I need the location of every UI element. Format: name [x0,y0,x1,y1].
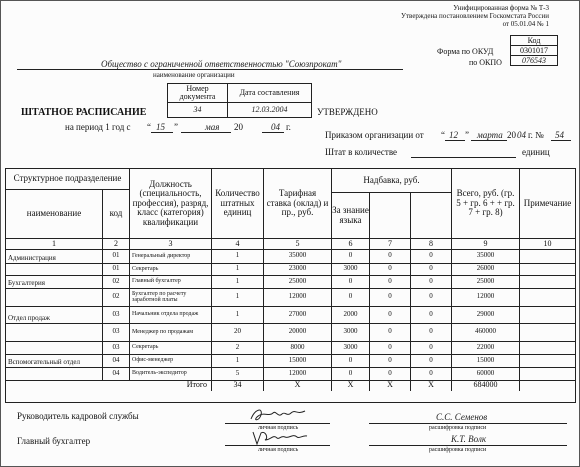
period-suffix: г. [286,122,291,132]
period-month-underline [181,132,231,133]
cell-total: 460000 [452,323,520,341]
cell-b3: 0 [411,354,452,367]
table-row [6,249,575,264]
cell-dept [6,263,103,275]
cell-units: 2 [212,341,264,354]
cell-b3: 0 [411,341,452,354]
totals-units: 34 [212,380,264,391]
cell-code: 03 [103,323,130,341]
cell-dept [6,288,103,306]
period-day: 15 [156,122,165,132]
cell-units: 1 [212,263,264,275]
header-total: Всего, руб. (гр. 5 + гр. 6 + + гр. 7 + гр. 8) [452,169,520,238]
column-number: 10 [543,238,552,248]
staff-units: единиц [522,147,550,157]
staff-label: Штат в количестве [325,147,398,157]
cell-note [520,249,575,263]
codes-table [510,35,558,66]
totals-b1: Х [332,380,370,391]
table-row [6,354,575,368]
cell-b1: 2000 [332,306,370,323]
doc-date-header: Дата составления [228,84,311,103]
organization-caption: наименование организации [153,71,235,79]
hr-decode-caption: расшифровка подписи [429,425,487,431]
table-row [6,275,575,289]
doc-number-header: Номер документа [168,84,228,103]
cell-dept: Бухгалтерия [6,275,103,288]
okpo-value: 076543 [511,56,558,66]
cell-b3: 0 [411,249,452,263]
cell-units: 1 [212,249,264,263]
cell-code: 04 [103,367,130,380]
period-month: мая [205,122,220,132]
order-month: марта [477,130,503,140]
cell-b1: 0 [332,249,370,263]
cell-note [520,323,575,341]
header-units: Количество штатных единиц [212,169,264,238]
column-number: 8 [411,239,452,249]
column-number: 4 [212,239,264,249]
cell-b2: 0 [370,354,411,367]
cell-position: Начальник отдела продаж [130,306,212,323]
doc-date: 12.03.2004 [251,104,288,114]
order-prefix: Приказом организации от [325,130,424,140]
cell-rate: 25000 [264,275,332,288]
table-body [6,249,575,402]
cell-b1: 0 [332,354,370,367]
cell-rate: 12000 [264,367,332,380]
cell-note [520,288,575,306]
cell-dept [6,367,103,380]
cell-code: 03 [103,306,130,323]
accountant-sign-caption: личная подпись [258,447,299,453]
column-number: 3 [130,239,212,249]
cell-position: Бухгалтер по расчету заработной платы [130,288,212,306]
okud-label: Форма по ОКУД [437,47,494,56]
cell-position: Генеральный директор [130,249,212,263]
cell-total: 12000 [452,288,520,306]
cell-b1: 3000 [332,341,370,354]
table-row [6,341,575,355]
codes-header: Код [511,36,558,46]
period-prefix: на период 1 год с [65,122,131,132]
cell-rate: 23000 [264,263,332,275]
order-quote-close: ” [465,130,469,140]
cell-total: 15000 [452,354,520,367]
cell-rate: 8000 [264,341,332,354]
order-year-prefix: 20 [507,130,516,140]
cell-total: 22000 [452,341,520,354]
cell-total: 35000 [452,249,520,263]
cell-total: 26000 [452,263,520,275]
column-number: 5 [264,239,332,249]
cell-code: 02 [103,288,130,306]
cell-dept [6,323,103,341]
hr-label: Руководитель кадровой службы [17,411,139,421]
cell-position: Секретарь [130,341,212,354]
cell-b1: 3000 [332,323,370,341]
header-rate: Тарифная ставка (оклад) и пр., руб. [264,169,332,238]
doc-number-date-box [167,83,312,118]
cell-units: 1 [212,288,264,306]
cell-b3: 0 [411,288,452,306]
period-year: 04 [271,122,280,132]
column-number: 6 [332,239,370,249]
cell-position: Водитель-экспедитор [130,367,212,380]
header-bonus-2 [370,193,411,238]
cell-code: 02 [103,275,130,288]
order-year-suffix: г. № [528,130,544,140]
totals-label: Итого [130,380,212,391]
table-row [6,306,575,324]
form-meta-line3: от 05.01.04 № 1 [502,20,549,28]
cell-b2: 0 [370,341,411,354]
cell-note [520,354,575,367]
doc-number: 34 [168,103,228,117]
totals-b2: Х [370,380,411,391]
header-position: Должность (специальность, профессия), разряд, класс (категория) квалификации [130,169,212,238]
column-number: 7 [370,239,411,249]
cell-total: 60000 [452,367,520,380]
organization-name: Общество с ограниченной ответственностью "Союзпрокат" [101,59,342,69]
cell-b3: 0 [411,323,452,341]
cell-b1: 0 [332,275,370,288]
column-number: 9 [452,239,520,249]
cell-note [520,306,575,323]
cell-position: Менеджер по продажам [130,323,212,341]
totals-total: 684000 [452,380,520,391]
hr-sign-caption: личная подпись [258,425,299,431]
document-title: ШТАТНОЕ РАСПИСАНИЕ [21,107,147,118]
staff-count-underline [411,157,516,158]
header-bonus-language: За знание языка [332,193,370,238]
hr-name: С.С. Семенов [436,412,488,422]
cell-units: 1 [212,354,264,367]
cell-position: Офис-менеджер [130,354,212,367]
order-year: 04 [517,130,526,140]
header-structural: Структурное подразделение [6,169,130,190]
cell-units: 1 [212,275,264,288]
form-meta [401,4,549,28]
organization-underline [17,69,403,70]
cell-b2: 0 [370,367,411,380]
cell-b2: 0 [370,263,411,275]
okpo-label: по ОКПО [469,58,502,67]
cell-code: 03 [103,341,130,354]
cell-b2: 0 [370,288,411,306]
period-year-underline [262,132,284,133]
accountant-decode-caption: расшифровка подписи [429,447,487,453]
header-code: код [103,190,130,238]
form-meta-line1: Унифицированная форма № Т-3 [453,4,549,12]
cell-units: 1 [212,306,264,323]
form-meta-line2: Утверждена постановлением Госкомстата России [401,12,549,20]
accountant-name-line [369,445,567,446]
order-day-underline [445,140,465,141]
cell-total: 29000 [452,306,520,323]
hr-signature-image [249,405,309,425]
cell-b2: 0 [370,275,411,288]
totals-b3: Х [411,380,452,391]
period-day-underline [151,132,173,133]
okud-value: 0301017 [511,46,558,56]
order-day: 12 [449,130,458,140]
cell-dept: Вспомогательный отдел [6,354,103,367]
cell-rate: 35000 [264,249,332,263]
cell-note [520,341,575,354]
cell-position: Секретарь [130,263,212,275]
table-row [6,288,575,307]
header-name: наименование [6,190,103,238]
approved-label: УТВЕРЖДЕНО [317,107,378,117]
header-note: Примечание [523,197,572,208]
totals-rate: Х [264,380,332,391]
order-month-underline [471,140,507,141]
cell-b1: 0 [332,367,370,380]
cell-b1: 3000 [332,263,370,275]
cell-position: Главный бухгалтер [130,275,212,288]
cell-dept [6,341,103,354]
cell-rate: 12000 [264,288,332,306]
table-row [6,367,575,381]
table-row [6,323,575,342]
order-quote-open: “ [441,130,445,140]
cell-b1: 0 [332,288,370,306]
cell-code: 01 [103,249,130,263]
accountant-signature-image [249,428,309,448]
period-year-prefix: 20 [234,122,243,132]
cell-units: 5 [212,367,264,380]
cell-b2: 0 [370,323,411,341]
column-number: 1 [6,239,103,249]
cell-b3: 0 [411,275,452,288]
cell-dept: Отдел продаж [6,306,103,323]
header-bonus-3 [411,193,452,238]
cell-note [520,263,575,275]
cell-rate: 20000 [264,323,332,341]
hr-name-line [369,423,567,424]
cell-code: 04 [103,354,130,367]
cell-rate: 15000 [264,354,332,367]
cell-b3: 0 [411,306,452,323]
staff-table [5,168,576,403]
column-number: 2 [103,239,130,249]
accountant-label: Главный бухгалтер [17,436,91,446]
quote-close: ” [174,122,178,132]
quote-open: “ [147,122,151,132]
cell-b2: 0 [370,249,411,263]
accountant-name: К.Т. Волк [451,434,487,444]
cell-b3: 0 [411,367,452,380]
cell-code: 01 [103,263,130,275]
cell-total: 25000 [452,275,520,288]
cell-b2: 0 [370,306,411,323]
cell-note [520,275,575,288]
order-number-underline [551,140,571,141]
cell-dept: Администрация [6,249,103,263]
totals-row [6,380,575,391]
cell-units: 20 [212,323,264,341]
cell-note [520,367,575,380]
cell-b3: 0 [411,263,452,275]
order-number: 54 [555,130,564,140]
cell-rate: 27000 [264,306,332,323]
header-bonus: Надбавка, руб. [332,169,452,193]
